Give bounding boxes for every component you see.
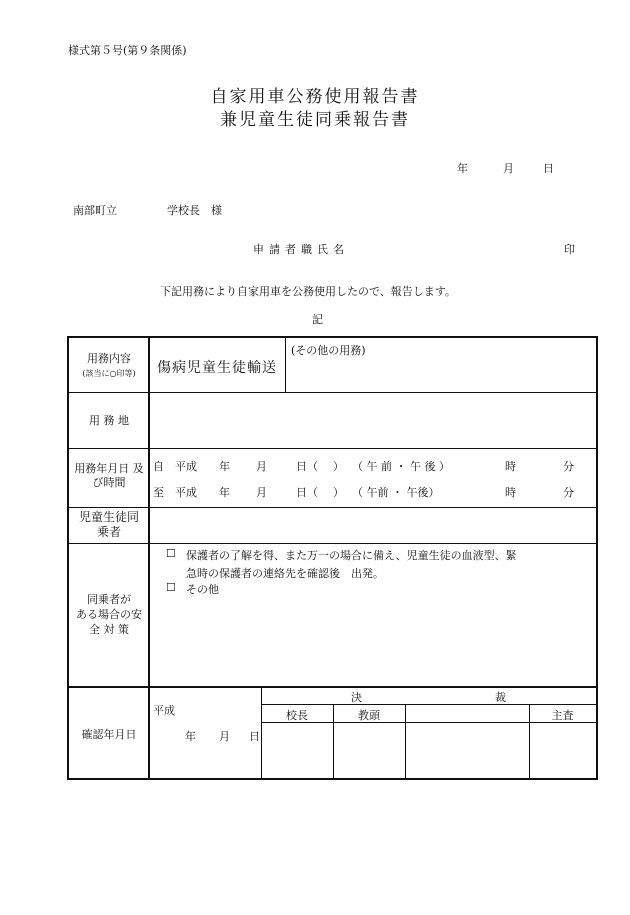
from-year: 年 (219, 460, 230, 473)
passenger-label-2: 乗者 (96, 525, 121, 539)
purpose-other-label: (その他の用務) (291, 344, 366, 357)
to-paren-close: ） (333, 486, 344, 499)
from-paren-close: ） (333, 460, 344, 473)
datetime-label-1: 用務年月日 及 (74, 462, 144, 475)
safety-option-2: その他 (186, 583, 219, 596)
to-era: 平成 (175, 486, 197, 499)
to-minute: 分 (563, 486, 574, 499)
checkbox-option-1[interactable]: ☐ (166, 547, 176, 560)
confirm-year: 年 (185, 730, 196, 743)
safety-label-2: ある場合の安 (76, 608, 142, 621)
confirm-era: 平成 (153, 704, 175, 717)
date-day: 日 (543, 162, 554, 175)
datetime-label-2: び時間 (92, 476, 126, 489)
label-column-divider (148, 338, 150, 778)
to-day: 日 (296, 486, 307, 499)
date-month: 月 (503, 162, 514, 175)
approval-divider (261, 686, 262, 778)
safety-option-1-line-1: 保護者の了解を得、また万一の場合に備え、児童生徒の血液型、緊 (186, 549, 517, 562)
applicant-label: 申請者職氏名 (253, 243, 349, 256)
approver-chief: 主査 (551, 709, 574, 722)
principal-title: 学校長 (167, 204, 200, 217)
confirm-day: 日 (249, 730, 260, 743)
title-line-2: 兼児童生徒同乗報告書 (220, 110, 410, 130)
safety-label-3: 全 対 策 (89, 623, 129, 636)
from-paren-open: （ (307, 460, 318, 473)
to-paren-open: （ (307, 486, 318, 499)
to-ampm: （ 午前 ・ 午後） (352, 486, 440, 499)
seal-mark: 印 (564, 243, 575, 256)
purpose-value: 傷病児童生徒輸送 (157, 360, 277, 376)
form-number: 様式第５号(第９条関係) (68, 44, 187, 57)
report-form-table (67, 336, 598, 780)
from-era: 平成 (175, 460, 197, 473)
approval-header-right: 裁 (495, 691, 506, 704)
honorific: 様 (211, 204, 222, 217)
from-minute: 分 (563, 460, 574, 473)
location-label: 用 務 地 (89, 414, 129, 427)
from-ampm: （ 午 前 ・ 午 後 ） (352, 460, 450, 473)
safety-label-1: 同乗者が (87, 593, 131, 606)
purpose-divider (285, 338, 286, 392)
town-name: 南部町立 (73, 204, 117, 217)
confirm-month: 月 (219, 730, 230, 743)
from-prefix: 自 (153, 460, 164, 473)
checkbox-option-2[interactable]: ☐ (166, 581, 176, 594)
approver-vice-principal: 教頭 (358, 709, 380, 722)
safety-option-1-line-2: 急時の保護者の連絡先を確認後 出発。 (186, 567, 384, 580)
purpose-label-note: (該当に○印等) (82, 369, 136, 378)
title-line-1: 自家用車公務使用報告書 (210, 87, 420, 107)
purpose-label: 用務内容 (87, 352, 131, 365)
approver-principal: 校長 (286, 709, 308, 722)
to-hour: 時 (505, 486, 516, 499)
approval-divider (261, 704, 596, 705)
intro-text: 下記用務により自家用車を公務使用したので、報告します。 (160, 285, 456, 298)
approval-divider (405, 704, 406, 778)
from-hour: 時 (505, 460, 516, 473)
date-year: 年 (457, 162, 468, 175)
to-year: 年 (219, 486, 230, 499)
ki-mark: 記 (312, 313, 323, 326)
passenger-label-1: 児童生徒同 (78, 510, 139, 524)
from-month: 月 (256, 460, 267, 473)
to-prefix: 至 (153, 486, 164, 499)
to-month: 月 (256, 486, 267, 499)
from-day: 日 (296, 460, 307, 473)
approval-header-left: 決 (351, 691, 362, 704)
confirm-label: 確認年月日 (81, 728, 137, 741)
